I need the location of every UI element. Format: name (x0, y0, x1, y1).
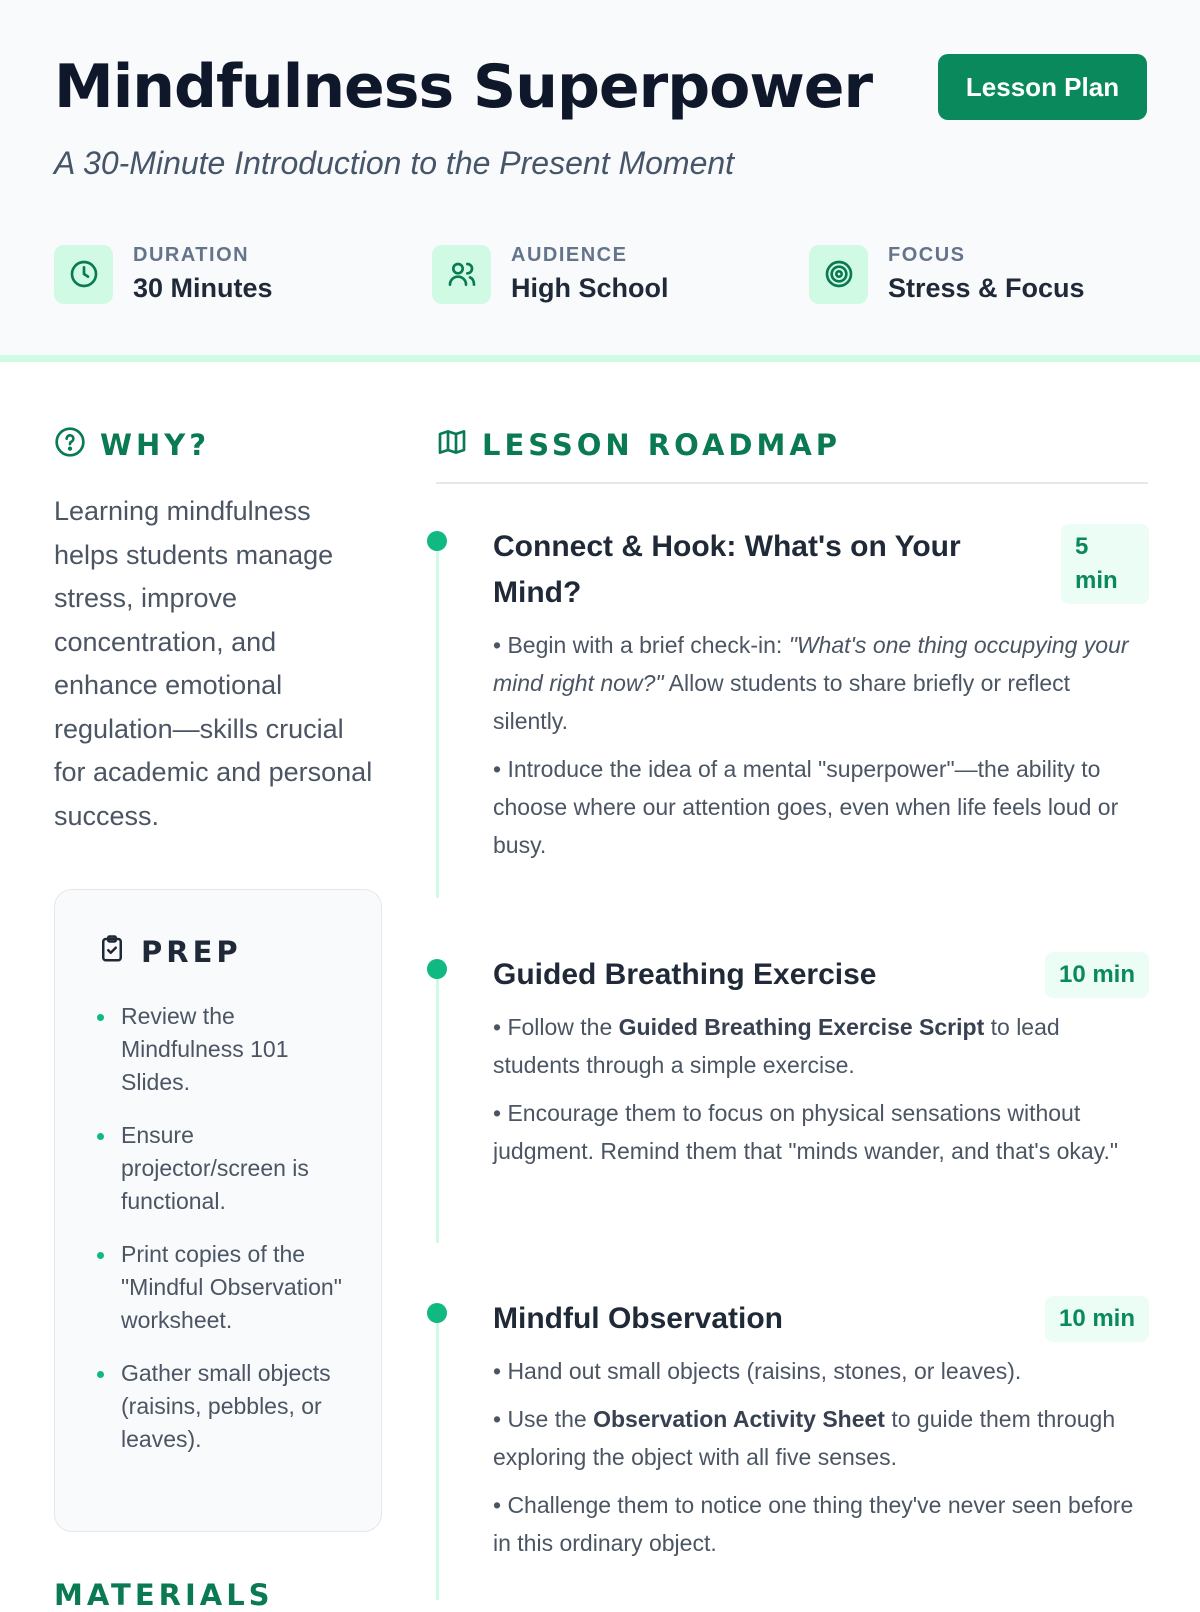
meta-duration (54, 244, 273, 304)
step-bullet: • Challenge them to notice one thing they've never seen before in this ordinary object. (493, 1492, 1134, 1556)
meta-focus (809, 244, 1085, 304)
step-bullet: • Hand out small objects (raisins, stones, or leaves). (493, 1358, 1022, 1384)
prep-heading-text: PREP (141, 934, 242, 969)
meta-value: High School (511, 273, 669, 303)
roadmap-step-2 (493, 952, 1149, 1170)
timeline-dot (427, 1303, 447, 1323)
question-circle-icon (54, 426, 86, 463)
roadmap-step-3 (493, 1296, 1149, 1562)
page-title: Mindfulness Superpower (54, 52, 873, 122)
duration-badge: 10 min (1045, 1296, 1149, 1342)
timeline-line (436, 979, 439, 1243)
bullet-strong: Guided Breathing Exercise Script (618, 1014, 985, 1040)
bullet-text: to guide them through exploring the object with all five senses. (493, 1406, 1116, 1470)
step-bullet (493, 626, 1149, 740)
lesson-plan-button[interactable]: Lesson Plan (938, 54, 1147, 120)
step-bullet: • Introduce the idea of a mental "superpower"—the ability to choose where our attention goes, even when life feels loud or busy. (493, 756, 1119, 858)
why-text: Learning mindfulness helps students manage stress, improve concentration, and enhance emotional regulation—skills crucial for academic and personal success. (54, 496, 373, 831)
meta-label: FOCUS (888, 244, 966, 266)
bullet-text: Allow students to share briefly or reflect silently. (493, 670, 1071, 734)
page-subtitle: A 30-Minute Introduction to the Present Moment (54, 145, 735, 181)
step-title: Guided Breathing Exercise (493, 958, 877, 991)
why-heading-text: WHY? (100, 427, 211, 462)
bullet-strong: Observation Activity Sheet (593, 1406, 885, 1432)
list-item: Review the Mindfulness 101 Slides. (97, 1000, 357, 1099)
meta-label: AUDIENCE (511, 244, 628, 266)
target-icon (809, 245, 868, 304)
prep-heading (97, 934, 242, 969)
timeline-dot (427, 959, 447, 979)
step-bullet: • Encourage them to focus on physical sensations without judgment. Remind them that "minds wander, and that's okay." (493, 1100, 1119, 1164)
roadmap-heading (436, 426, 841, 463)
materials-heading: MATERIALS (54, 1578, 274, 1612)
list-item: Ensure projector/screen is functional. (97, 1119, 357, 1218)
lesson-header (0, 0, 1200, 362)
bullet-text: • Use the (493, 1406, 594, 1432)
bullet-text: • Begin with a brief check-in: (493, 632, 789, 658)
duration-badge: 10 min (1045, 952, 1149, 998)
meta-label: DURATION (133, 244, 250, 266)
bullet-text: to lead students through a simple exercise. (493, 1014, 1060, 1078)
step-bullet (493, 1400, 1149, 1476)
users-icon (432, 245, 491, 304)
divider (436, 482, 1148, 484)
step-title: Connect & Hook: What's on Your Mind? (493, 530, 961, 609)
roadmap-step-1 (493, 524, 1149, 864)
list-item: Gather small objects (raisins, pebbles, or leaves). (97, 1357, 357, 1456)
map-icon (436, 426, 468, 463)
duration-badge: 5 min (1061, 524, 1149, 604)
timeline-line (436, 551, 439, 898)
clipboard-check-icon (97, 934, 127, 969)
meta-value: Stress & Focus (888, 273, 1085, 303)
prep-list (97, 1000, 357, 1476)
list-item: Print copies of the "Mindful Observation" worksheet. (97, 1238, 357, 1337)
meta-audience (432, 244, 669, 304)
why-heading (54, 426, 210, 463)
bullet-quote: "What's one thing occupying your mind right now?" (493, 632, 1129, 696)
meta-value: 30 Minutes (133, 273, 273, 303)
bullet-text: • Follow the (493, 1014, 619, 1040)
timeline-line (436, 1323, 439, 1600)
roadmap-heading-text: LESSON ROADMAP (482, 427, 842, 462)
step-title: Mindful Observation (493, 1302, 784, 1335)
prep-card (54, 889, 382, 1532)
timeline-dot (427, 531, 447, 551)
clock-icon (54, 245, 113, 304)
step-bullet (493, 1008, 1149, 1084)
